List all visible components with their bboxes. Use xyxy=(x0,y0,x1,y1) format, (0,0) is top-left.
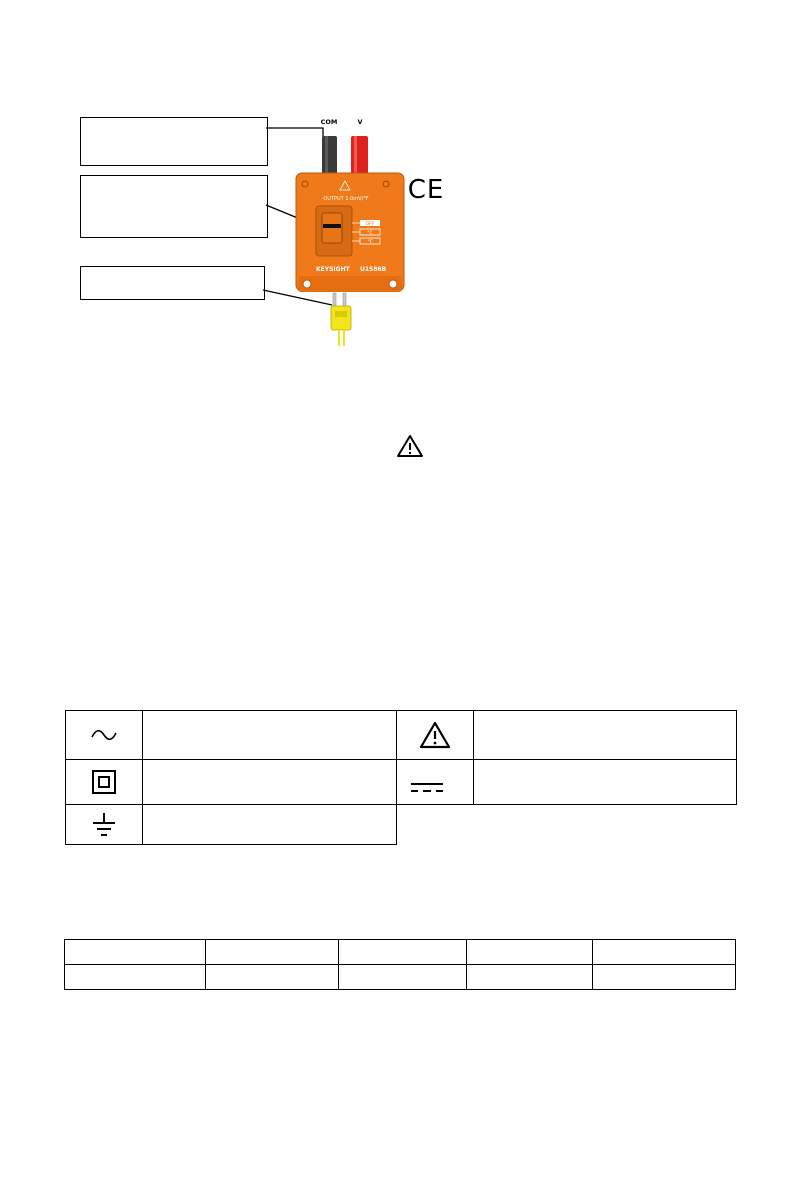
table-cell xyxy=(206,940,339,965)
leader-line-leads xyxy=(266,128,323,138)
table-row xyxy=(66,711,737,760)
red-lead xyxy=(351,136,368,176)
device-illustration xyxy=(0,0,795,360)
table-row xyxy=(65,965,736,990)
table-cell xyxy=(467,965,593,990)
leader-line-plug xyxy=(263,290,332,305)
v-lead-label: V xyxy=(357,118,363,126)
symbol-description xyxy=(474,711,737,760)
table-cell xyxy=(339,965,467,990)
table-cell xyxy=(206,965,339,990)
symbol-cell xyxy=(66,711,143,760)
table-row xyxy=(66,805,737,845)
data-table xyxy=(64,939,736,990)
table-cell xyxy=(339,940,467,965)
table-cell xyxy=(593,965,736,990)
table-cell xyxy=(593,940,736,965)
thermocouple-plug xyxy=(331,306,351,330)
module-brand: KEYSIGHT xyxy=(316,266,350,273)
table-cell xyxy=(467,940,593,965)
earth-ground-icon xyxy=(91,812,117,838)
module-output-text: OUTPUT 1.0mV/°F xyxy=(323,196,369,202)
caution-triangle-icon xyxy=(419,721,451,749)
symbol-description xyxy=(474,760,737,805)
symbol-cell xyxy=(397,711,474,760)
symbol-description xyxy=(143,711,397,760)
table-row xyxy=(65,940,736,965)
black-lead xyxy=(322,136,337,176)
warning-triangle-icon xyxy=(396,434,424,458)
ac-sine-icon xyxy=(90,727,118,743)
symbol-cell xyxy=(66,805,143,845)
switch-pos-off: OFF xyxy=(365,222,375,227)
table-row xyxy=(66,760,737,805)
ce-mark: CE xyxy=(407,175,445,205)
table-cell xyxy=(65,940,206,965)
symbol-description xyxy=(143,805,397,845)
symbol-description xyxy=(143,760,397,805)
switch-pos-c: °C xyxy=(367,231,373,236)
com-lead-label: COM xyxy=(320,118,338,126)
symbol-cell xyxy=(397,760,474,805)
dc-icon xyxy=(409,781,445,795)
switch-pos-f: °F xyxy=(367,240,373,245)
symbol-cell xyxy=(66,760,143,805)
module-model: U1586B xyxy=(360,266,387,273)
symbols-table xyxy=(65,710,737,845)
table-cell xyxy=(65,965,206,990)
double-insulation-icon xyxy=(91,769,117,795)
